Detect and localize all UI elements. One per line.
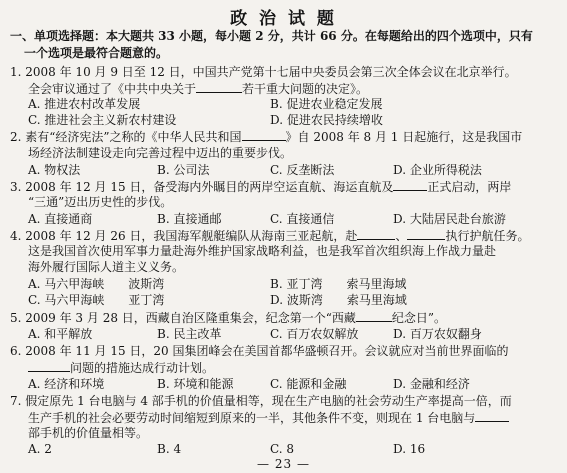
question-4-stem-line-1: 4. 2008 年 12 月 26 日，我国海军舰艇编队从海南三亚起航，赴 、 执行护航任务。 bbox=[10, 229, 530, 243]
question-3-stem-line-2: “三通”迈出历史性的步伐。 bbox=[28, 195, 173, 209]
answer-blank bbox=[357, 228, 395, 240]
answer-blank bbox=[393, 179, 427, 191]
question-6-option-d: D. 金融和经济 bbox=[393, 377, 470, 391]
question-6-option-a: A. 经济和环境 bbox=[28, 377, 105, 391]
question-3-option-c: C. 直接通信 bbox=[270, 212, 335, 226]
section-instructions-line-1: 一、单项选择题：本大题共 33 小题，每小题 2 分，共计 66 分。在每题给出的四个选项中，只有 bbox=[10, 29, 533, 43]
question-2-stem-line-1: 2. 素有“经济宪法”之称的《中华人民共和国 》自 2008 年 8 月 1 日起施行，这是我国市 bbox=[10, 130, 523, 144]
question-5-option-b: B. 民主改革 bbox=[157, 327, 222, 341]
answer-blank bbox=[356, 310, 392, 322]
answer-blank bbox=[28, 360, 70, 372]
question-4-stem-line-3: 海外履行国际人道主义义务。 bbox=[28, 260, 185, 274]
page-number: — 23 — bbox=[257, 457, 310, 471]
question-7-option-a: A. 2 bbox=[28, 442, 52, 456]
answer-blank bbox=[242, 129, 286, 141]
question-1-stem-line-1: 1. 2008 年 10 月 9 日至 12 日，中国共产党第十七届中央委员会第三次全体会议在北京举行。 bbox=[10, 65, 517, 79]
question-6-option-c: C. 能源和金融 bbox=[270, 377, 347, 391]
answer-blank bbox=[407, 228, 445, 240]
question-1-option-a: A. 推进农村改革发展 bbox=[28, 97, 141, 111]
question-2-option-d: D. 企业所得税法 bbox=[393, 163, 482, 177]
answer-blank bbox=[196, 81, 242, 93]
question-1-option-b: B. 促进农业稳定发展 bbox=[270, 97, 383, 111]
question-4-stem-line-2: 这是我国首次使用军事力量赴海外维护国家战略利益，也是我军首次组织海上作战力量赴 bbox=[28, 244, 497, 258]
question-4-option-b: B. 亚丁湾 索马里海域 bbox=[270, 277, 407, 291]
question-2-option-c: C. 反垄断法 bbox=[270, 163, 335, 177]
question-3-option-b: B. 直接通邮 bbox=[157, 212, 222, 226]
question-7-option-b: B. 4 bbox=[157, 442, 182, 456]
page-title: 政 治 试 题 bbox=[230, 9, 337, 29]
question-2-option-b: B. 公司法 bbox=[157, 163, 210, 177]
question-4-option-a: A. 马六甲海峡 波斯湾 bbox=[28, 277, 165, 291]
question-7-option-d: D. 16 bbox=[393, 442, 426, 456]
question-7-stem-line-1: 7. 假定原先 1 台电脑与 4 部手机的价值量相等，现在生产电脑的社会劳动生产率提高一倍，而 bbox=[10, 394, 512, 408]
question-6-stem-line-2: 问题的措施达成行动计划。 bbox=[28, 360, 214, 375]
question-2-option-a: A. 物权法 bbox=[28, 163, 81, 177]
question-6-option-b: B. 环境和能源 bbox=[157, 377, 234, 391]
question-4-option-c: C. 马六甲海峡 亚丁湾 bbox=[28, 293, 165, 307]
question-2-stem-line-2: 场经济法制建设走向完善过程中迈出的重要步伐。 bbox=[28, 146, 293, 160]
question-7-stem-line-3: 部手机的价值量相等。 bbox=[28, 426, 149, 440]
question-7-option-c: C. 8 bbox=[270, 442, 295, 456]
question-1-option-d: D. 促进农民持续增收 bbox=[270, 113, 383, 127]
question-3-option-a: A. 直接通商 bbox=[28, 212, 93, 226]
question-7-stem-line-2: 生产手机的社会必要劳动时间缩短到原来的一半，其他条件不变，则现在 1 台电脑与 bbox=[28, 410, 509, 425]
question-1-option-c: C. 推进社会主义新农村建设 bbox=[28, 113, 177, 127]
question-1-stem-line-2: 全会审议通过了《中共中央关于 若干重大问题的决定》。 bbox=[28, 82, 369, 96]
question-3-option-d: D. 大陆居民赴台旅游 bbox=[393, 212, 506, 226]
question-4-option-d: D. 波斯湾 索马里海域 bbox=[270, 293, 407, 307]
question-5-option-a: A. 和平解放 bbox=[28, 327, 93, 341]
answer-blank bbox=[475, 410, 509, 422]
question-5-option-d: D. 百万农奴翻身 bbox=[393, 327, 482, 341]
question-5-stem-line-1: 5. 2009 年 3 月 28 日，西藏自治区隆重集会，纪念第一个“西藏 纪念日”。 bbox=[10, 311, 447, 325]
question-3-stem-line-1: 3. 2008 年 12 月 15 日，备受海内外瞩目的两岸空运直航、海运直航及 正式启动，两岸 bbox=[10, 180, 512, 194]
question-5-option-c: C. 百万农奴解放 bbox=[270, 327, 359, 341]
question-6-stem-line-1: 6. 2008 年 11 月 15 日，20 国集团峰会在美国首都华盛顿召开。会议就应对当前世界面临的 bbox=[10, 344, 509, 358]
section-instructions-line-2: 一个选项是最符合题意的。 bbox=[24, 46, 169, 60]
